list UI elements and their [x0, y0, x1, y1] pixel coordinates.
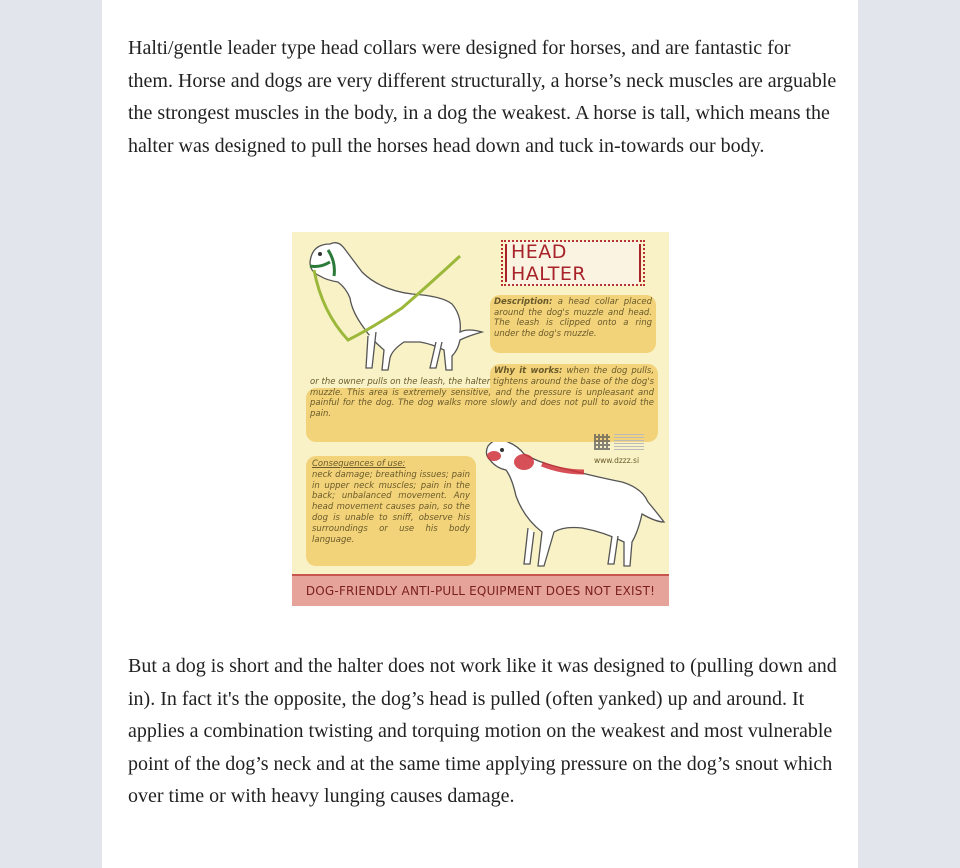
dog-with-halter-drawing [310, 243, 482, 370]
why-text: when the dog pulls, or the owner pulls on the leash, the halter tightens around the base of the dog's muzzle. This area is extremely sensitive, and the pressure is unpleasant and painful for the dog. The dog walks more slowly and does not pull to avoid the pain. [310, 366, 655, 420]
why-label: Why it works: [494, 366, 563, 376]
pain-point-muzzle [487, 451, 501, 461]
description-text: a head collar placed around the dog's muzzle and head. The leash is clipped onto a ring under the dog's muzzle. [494, 297, 652, 339]
article-paragraph-2: But a dog is short and the halter does not work like it was designed to (pulling down and in). In fact it's the opposite, the dog’s head is pulled (often yanked) up and around. It applies a combination twisting and torquing motion on the weakest and most vulnerable point of the dog’s neck and at the same time applying pressure on the dog’s snout which over time or with heavy lunging causes damage. [128, 655, 837, 808]
infographic-title: HEAD HALTER [505, 244, 641, 282]
head-halter-infographic [292, 232, 669, 606]
article-page [102, 0, 858, 868]
consequences-label: Consequences of use: [312, 459, 406, 469]
qr-code-icon [594, 434, 610, 450]
description-label: Description: [494, 297, 553, 307]
article-paragraph-1: Halti/gentle leader type head collars were designed for horses, and are fantastic for them. Horse and dogs are very different structurally, a horse’s neck muscles are arguable the strongest muscles in the body, in a dog the weakest. A horse is tall, which means the halter was designed to pull the horses head down and tuck in-towards our body. [128, 37, 837, 157]
why-it-works-text [310, 366, 654, 420]
consequences-box [306, 456, 476, 566]
qr-caption-decoration [614, 434, 644, 450]
website-label: www.dzzz.si [594, 456, 640, 465]
description-box [490, 295, 656, 353]
anti-pull-banner: DOG-FRIENDLY ANTI-PULL EQUIPMENT DOES NOT EXIST! [292, 574, 669, 606]
pain-point-neck [514, 454, 534, 470]
consequences-text: neck damage; breathing issues; pain in upper neck muscles; pain in the back; unbalanced movement. Any head movement causes pain, so the dog is unable to sniff, observe his surroundings or use his body language. [312, 469, 470, 545]
